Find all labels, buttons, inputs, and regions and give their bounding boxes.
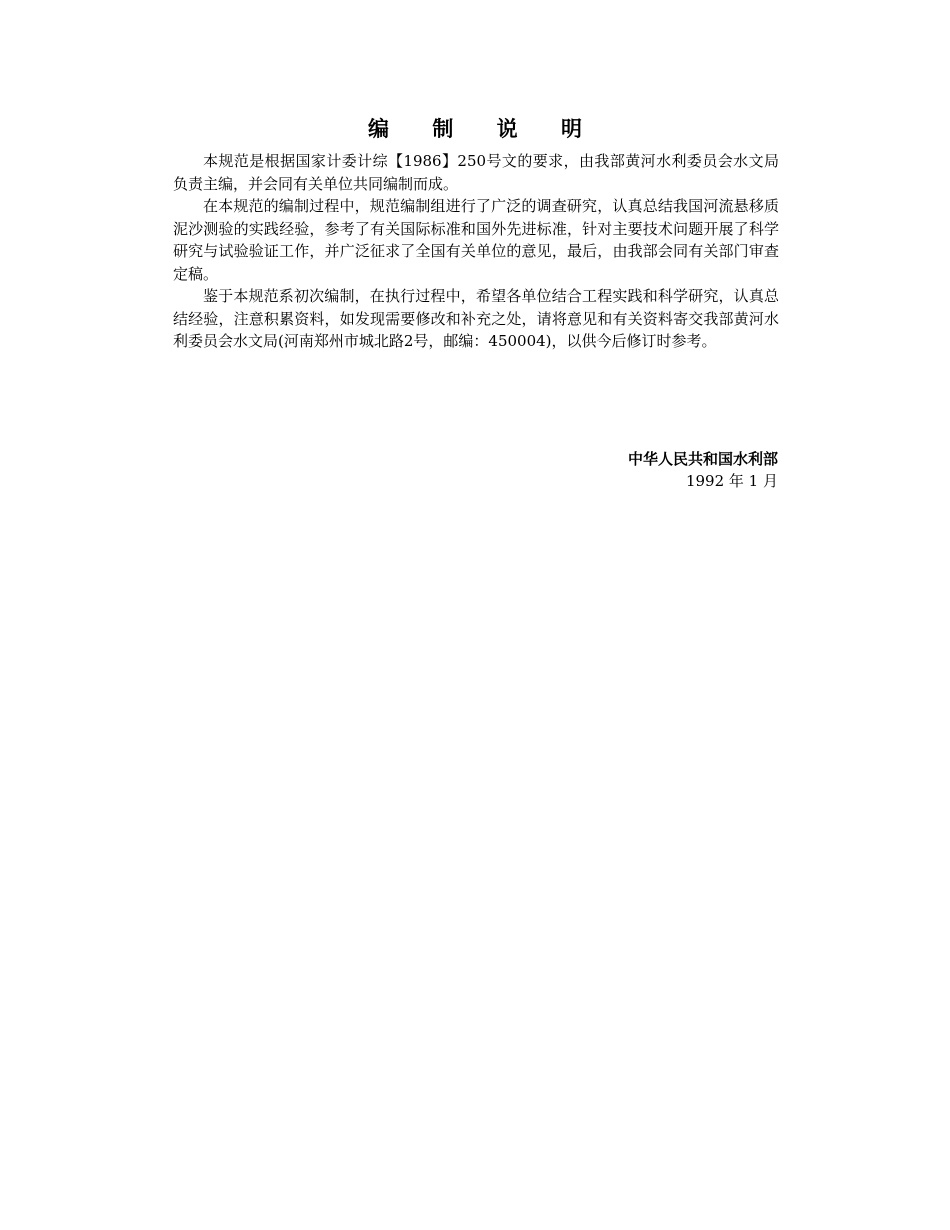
paragraph-1: 本规范是根据国家计委计综【1986】250号文的要求，由我部黄河水利委员会水文局负责主编，并会同有关单位共同编制而成。 xyxy=(173,152,779,193)
page-title: 编 制 说 明 xyxy=(368,117,600,141)
paragraph-2: 在本规范的编制过程中，规范编制组进行了广泛的调查研究，认真总结我国河流悬移质泥沙测验的实践经验，参考了有关国际标准和国外先进标准，针对主要技术问题开展了科学研究与试验验证工作，并广泛征求了全国有关单位的意见，最后，由我部会同有关部门审查定稿。 xyxy=(173,197,779,283)
signature-organization: 中华人民共和国水利部 xyxy=(627,450,778,468)
document-body xyxy=(173,150,779,353)
signature-block xyxy=(500,448,778,492)
signature-date: 1992 年 1 月 xyxy=(685,472,778,490)
paragraph-3: 鉴于本规范系初次编制，在执行过程中，希望各单位结合工程实践和科学研究，认真总结经验，注意积累资料，如发现需要修改和补充之处，请将意见和有关资料寄交我部黄河水利委员会水文局(河南郑州市城北路2号，邮编：450004)，以供今后修订时参考。 xyxy=(173,287,779,350)
